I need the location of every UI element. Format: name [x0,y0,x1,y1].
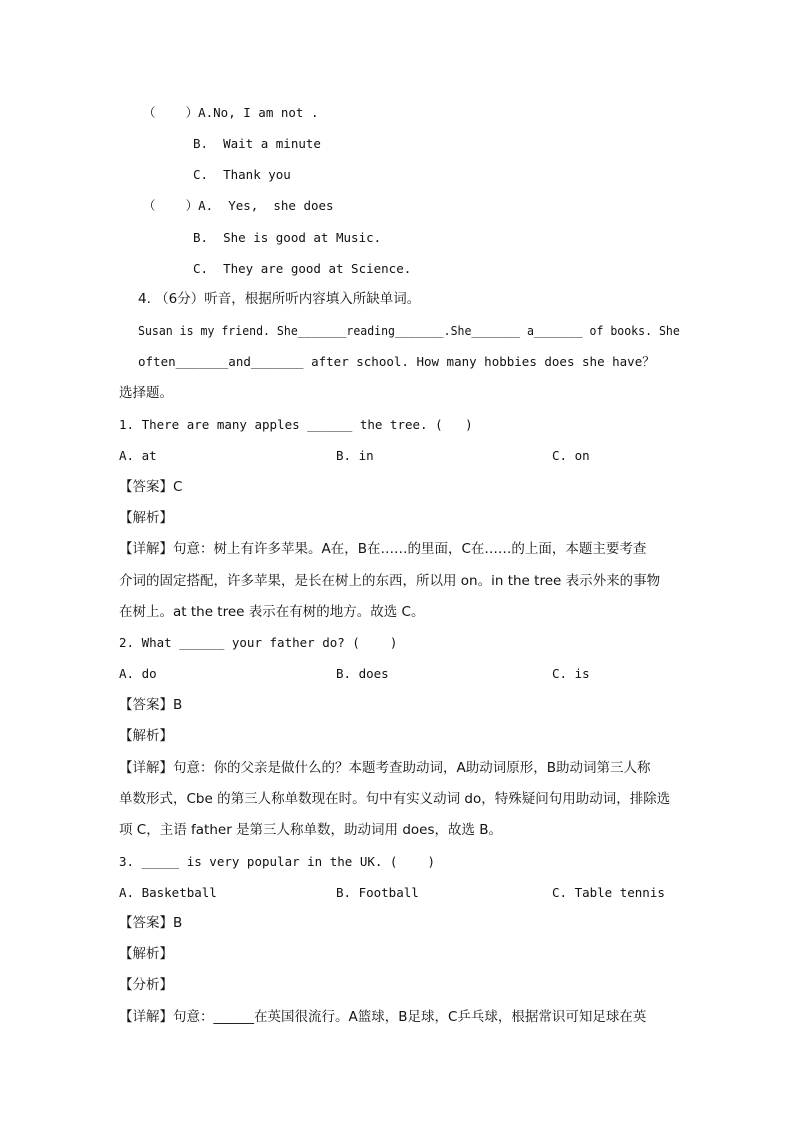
question-b-option-c: C. They are good at Science. [193,261,412,276]
item-1-detail-line-2: 介词的固定搭配，许多苹果，是长在树上的东西，所以用 on。in the tree 表示外来的事物 [119,573,661,589]
item-1-analysis-heading: 【解析】 [119,510,173,526]
item-3-option-b: B. Football [336,885,419,900]
item-2-option-a: A. do [119,666,157,681]
question-a-option-c: C. Thank you [193,167,291,182]
question-a-option-a: （ ）A.No, I am not . [143,105,319,120]
item-3-answer: 【答案】B [119,915,183,931]
item-1-option-a: A. at [119,448,157,463]
item-2-analysis-heading: 【解析】 [119,728,173,744]
item-2-option-c: C. is [552,666,590,681]
item-3-question: 3. _____ is very popular in the UK. ( ) [119,854,436,869]
item-3-analysis-heading: 【解析】 [119,946,173,962]
question-4-title: 4. （6分）听音，根据所听内容填入所缺单词。 [138,291,421,307]
item-3-option-c: C. Table tennis [552,885,665,900]
item-2-question: 2. What ______ your father do? ( ) [119,635,398,650]
item-2-detail-line-2: 单数形式，Cbe 的第三人称单数现在时。句中有实义动词 do，特殊疑问句用助动词，排除选 [119,791,671,807]
section-title: 选择题。 [119,385,173,401]
item-1-question: 1. There are many apples ______ the tree. ( ) [119,417,473,432]
item-1-answer: 【答案】C [119,479,183,495]
item-1-option-c: C. on [552,448,590,463]
item-3-detail-line-1: 【详解】句意：______在英国很流行。A篮球，B足球，C乒乓球，根据常识可知足球在英 [119,1009,647,1025]
item-1-detail-line-3: 在树上。at the tree 表示在有树的地方。故选 C。 [119,604,425,620]
item-2-detail-line-1: 【详解】句意：你的父亲是做什么的？本题考查助动词，A助动词原形，B助动词第三人称 [119,760,651,776]
item-2-detail-line-3: 项 C，主语 father 是第三人称单数，助动词用 does，故选 B。 [119,822,503,838]
item-2-answer: 【答案】B [119,697,183,713]
item-1-option-b: B. in [336,448,374,463]
question-b-option-b: B. She is good at Music. [193,230,382,245]
question-b-option-a: （ ）A. Yes, she does [143,198,334,213]
item-3-option-a: A. Basketball [119,885,217,900]
question-4-passage-line-2: often_______and_______ after school. How many hobbies does she have？ [138,354,655,369]
question-a-option-b: B. Wait a minute [193,136,321,151]
item-2-option-b: B. does [336,666,389,681]
item-3-fenxi-heading: 【分析】 [119,977,173,993]
item-1-detail-line-1: 【详解】句意：树上有许多苹果。A在，B在……的里面，C在……的上面，本题主要考查 [119,541,647,557]
question-4-passage-line-1: Susan is my friend. She_______reading_______.She_______ a_______ of books. She [138,323,680,338]
